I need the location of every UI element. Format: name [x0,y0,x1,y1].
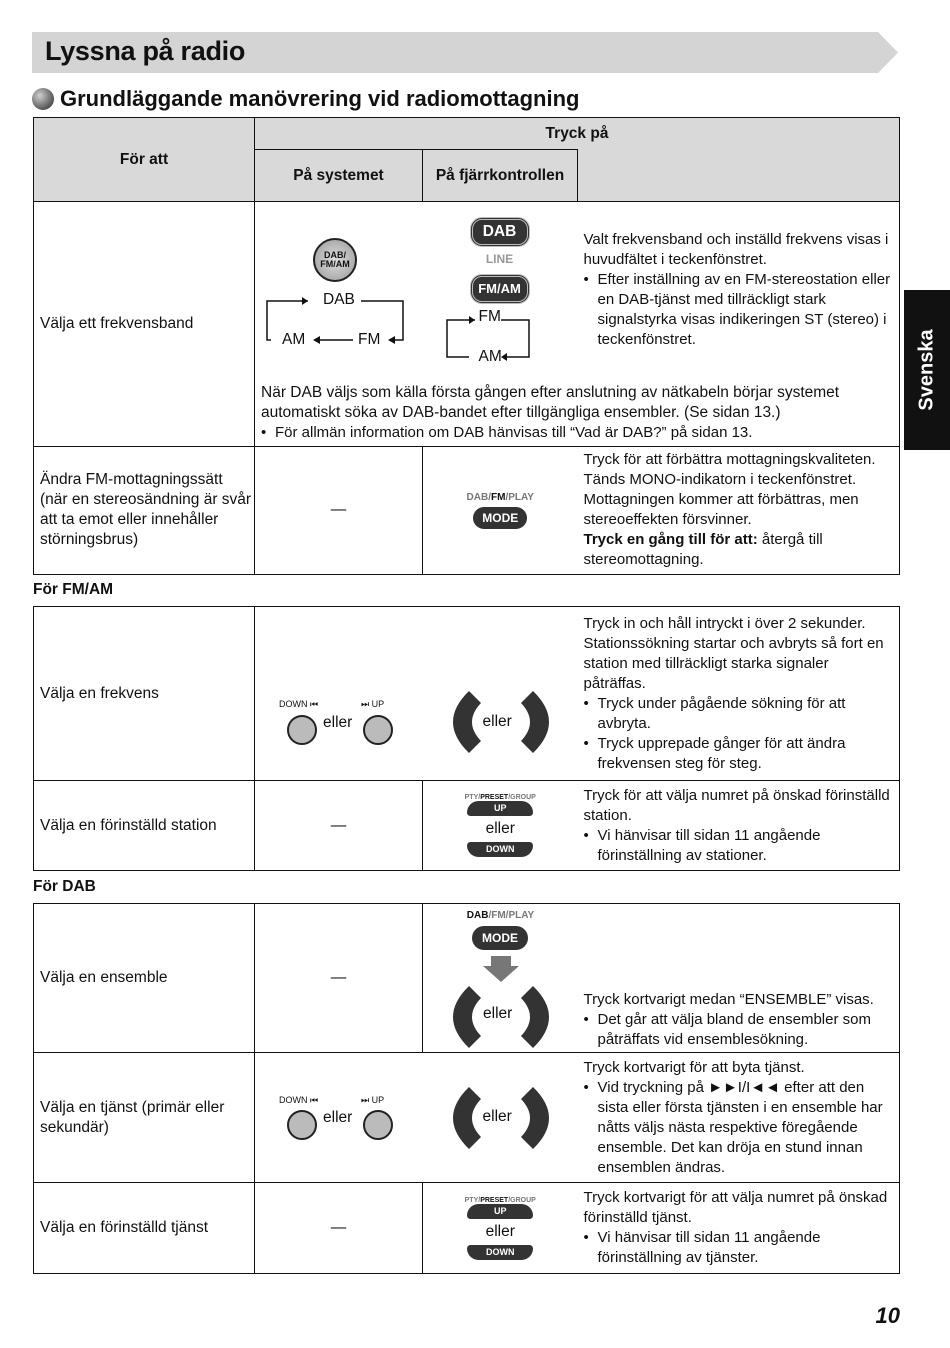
action-andra-fm: Ändra FM-mottagningssätt (när en stereosändning är svår att ta emot eller innehåller störningsbrus) [34,446,255,574]
section-heading [32,86,579,112]
desc-valja-ensemble: Tryck kortvarigt medan “ENSEMBLE” visas. • Det går att välja bland de ensembler som påträffats vid ensemblesökning. [578,904,900,1053]
preset-down-button[interactable]: DOWN [467,842,533,857]
preset-down-button[interactable]: DOWN [467,1245,533,1260]
remote-skip-fwd-icon [521,691,549,753]
remote-fmam-button[interactable]: FM/AM [470,274,530,304]
tune-up-button[interactable] [363,1110,393,1140]
tune-down-button[interactable] [287,715,317,745]
remote-skip-figure: eller [423,1053,578,1183]
remote-mode-button[interactable]: MODE [473,507,527,529]
page-title: Lyssna på radio [45,36,246,66]
remote-ensemble-figure: DAB/FM/PLAY MODE eller [423,904,578,1053]
action-forinstalld-station: Välja en förinställd station [34,781,255,871]
remote-skip-fwd-icon [521,986,549,1048]
basic-operations-table [33,117,900,575]
remote-preset-figure: PTY/PRESET/GROUP UP eller DOWN [423,781,578,871]
preset-up-button[interactable]: UP [467,1204,533,1219]
cycle-am-label: AM [282,331,306,348]
remote-skip-fwd-icon [521,1087,549,1149]
section-label-dab: För DAB [33,878,96,895]
system-none: — [255,904,423,1053]
fmam-table [33,606,900,871]
preset-up-button[interactable]: UP [467,801,533,816]
dab-table [33,903,900,1274]
system-none: — [255,781,423,871]
remote-band-figure [423,202,578,384]
page-number: 10 [875,1303,900,1328]
remote-line-label: LINE [485,252,514,266]
down-arrow-icon [483,956,519,982]
header-for-att: För att [34,118,255,202]
system-none: — [255,446,423,574]
remote-preset-figure: PTY/PRESET/GROUP UP eller DOWN [423,1183,578,1274]
bullet-ball-icon [32,88,54,110]
tune-up-button[interactable] [363,715,393,745]
desc-frekvensband: Valt frekvensband och inställd frekvens visas i huvudfältet i teckenfönstret. • Efter inställning av en FM-stereostation eller en DAB-tjänst med tillräckligt stark signalstyrka visas indikeringen ST (stereo) i teckenfönstret. [578,202,900,384]
cycle-dab-label: DAB [323,291,355,308]
action-valja-tjanst: Välja en tjänst (primär eller sekundär) [34,1053,255,1183]
desc-valja-frekvens: Tryck in och håll intryckt i över 2 sekunder. Stationssökning startar och avbryts så fort en station med tillräckligt starka signaler påträffas. • Tryck under pågående sökning för att avbryta. • Tryck upprepade gånger för att ändra frekvensen steg för steg. [578,607,900,781]
remote-mode-button[interactable]: MODE [472,926,528,950]
remote-skip-back-icon [453,1087,481,1149]
language-tab [904,290,950,450]
desc-andra-fm: Tryck för att förbättra mottagningskvaliteten. Tänds MONO-indikatorn i teckenfönstret. Mottagningen kommer att förbättras, men stereoeffekten försvinner. Tryck en gång till för att: återgå till stereomottagning. [578,446,900,574]
remote-skip-back-icon [453,986,481,1048]
tune-down-button[interactable] [287,1110,317,1140]
action-valja-frekvens: Välja en frekvens [34,607,255,781]
action-valja-ensemble: Välja en ensemble [34,904,255,1053]
remote-skip-figure: eller [423,607,578,781]
system-tune-figure: DOWN ⏮ ⏭ UP eller [255,1053,423,1183]
remote-dab-button[interactable]: DAB [470,217,530,247]
header-pa-fjarrkontrollen: På fjärrkontrollen [423,150,578,202]
remote-skip-back-icon [453,691,481,753]
desc-forinstalld-station: Tryck för att välja numret på önskad förinställd station. • Vi hänvisar till sidan 11 angående förinställning av stationer. [578,781,900,871]
language-tab-label: Svenska [915,329,938,411]
remote-mode-figure: DAB/FM/PLAY MODE [423,446,578,574]
system-none: — [255,1183,423,1274]
action-forinstalld-tjanst: Välja en förinställd tjänst [34,1183,255,1274]
system-band-figure [255,202,423,384]
desc-forinstalld-tjanst: Tryck kortvarigt för att välja numret på önskad förinställd tjänst. • Vi hänvisar till sidan 11 angående förinställning av tjänster. [578,1183,900,1274]
system-tune-figure: DOWN ⏮ ⏭ UP eller [255,607,423,781]
header-tryck-pa: Tryck på [255,118,900,150]
section-title: Grundläggande manövrering vid radiomottagning [60,86,580,111]
remote-cycle-am: AM [478,348,502,365]
desc-valja-tjanst: Tryck kortvarigt för att byta tjänst. • Vid tryckning på ►►I/I◄◄ efter att den sista eller första tjänsten i en ensemble har nåtts väljs nästa respektive föregående ensemble. Det kan dröja en stund innan ensemblen ändras. [578,1053,900,1183]
dab-fmam-button[interactable]: DAB/ FM/AM [313,238,357,282]
section-label-fmam: För FM/AM [33,581,114,598]
header-pa-systemet: På systemet [255,150,423,202]
page-title-banner [32,32,898,73]
action-valja-frekvensband: Välja ett frekvensband [34,202,255,447]
cycle-fm-label: FM [358,331,381,348]
remote-cycle-fm: FM [478,308,501,325]
dab-note: När DAB väljs som källa första gången efter anslutning av nätkabeln börjar systemet automatiskt söka av DAB-bandet efter tillgängliga ensembler. (Se sidan 13.) • För allmän information om DAB hänvisas till “Vad är DAB?” på sidan 13. [255,383,900,446]
